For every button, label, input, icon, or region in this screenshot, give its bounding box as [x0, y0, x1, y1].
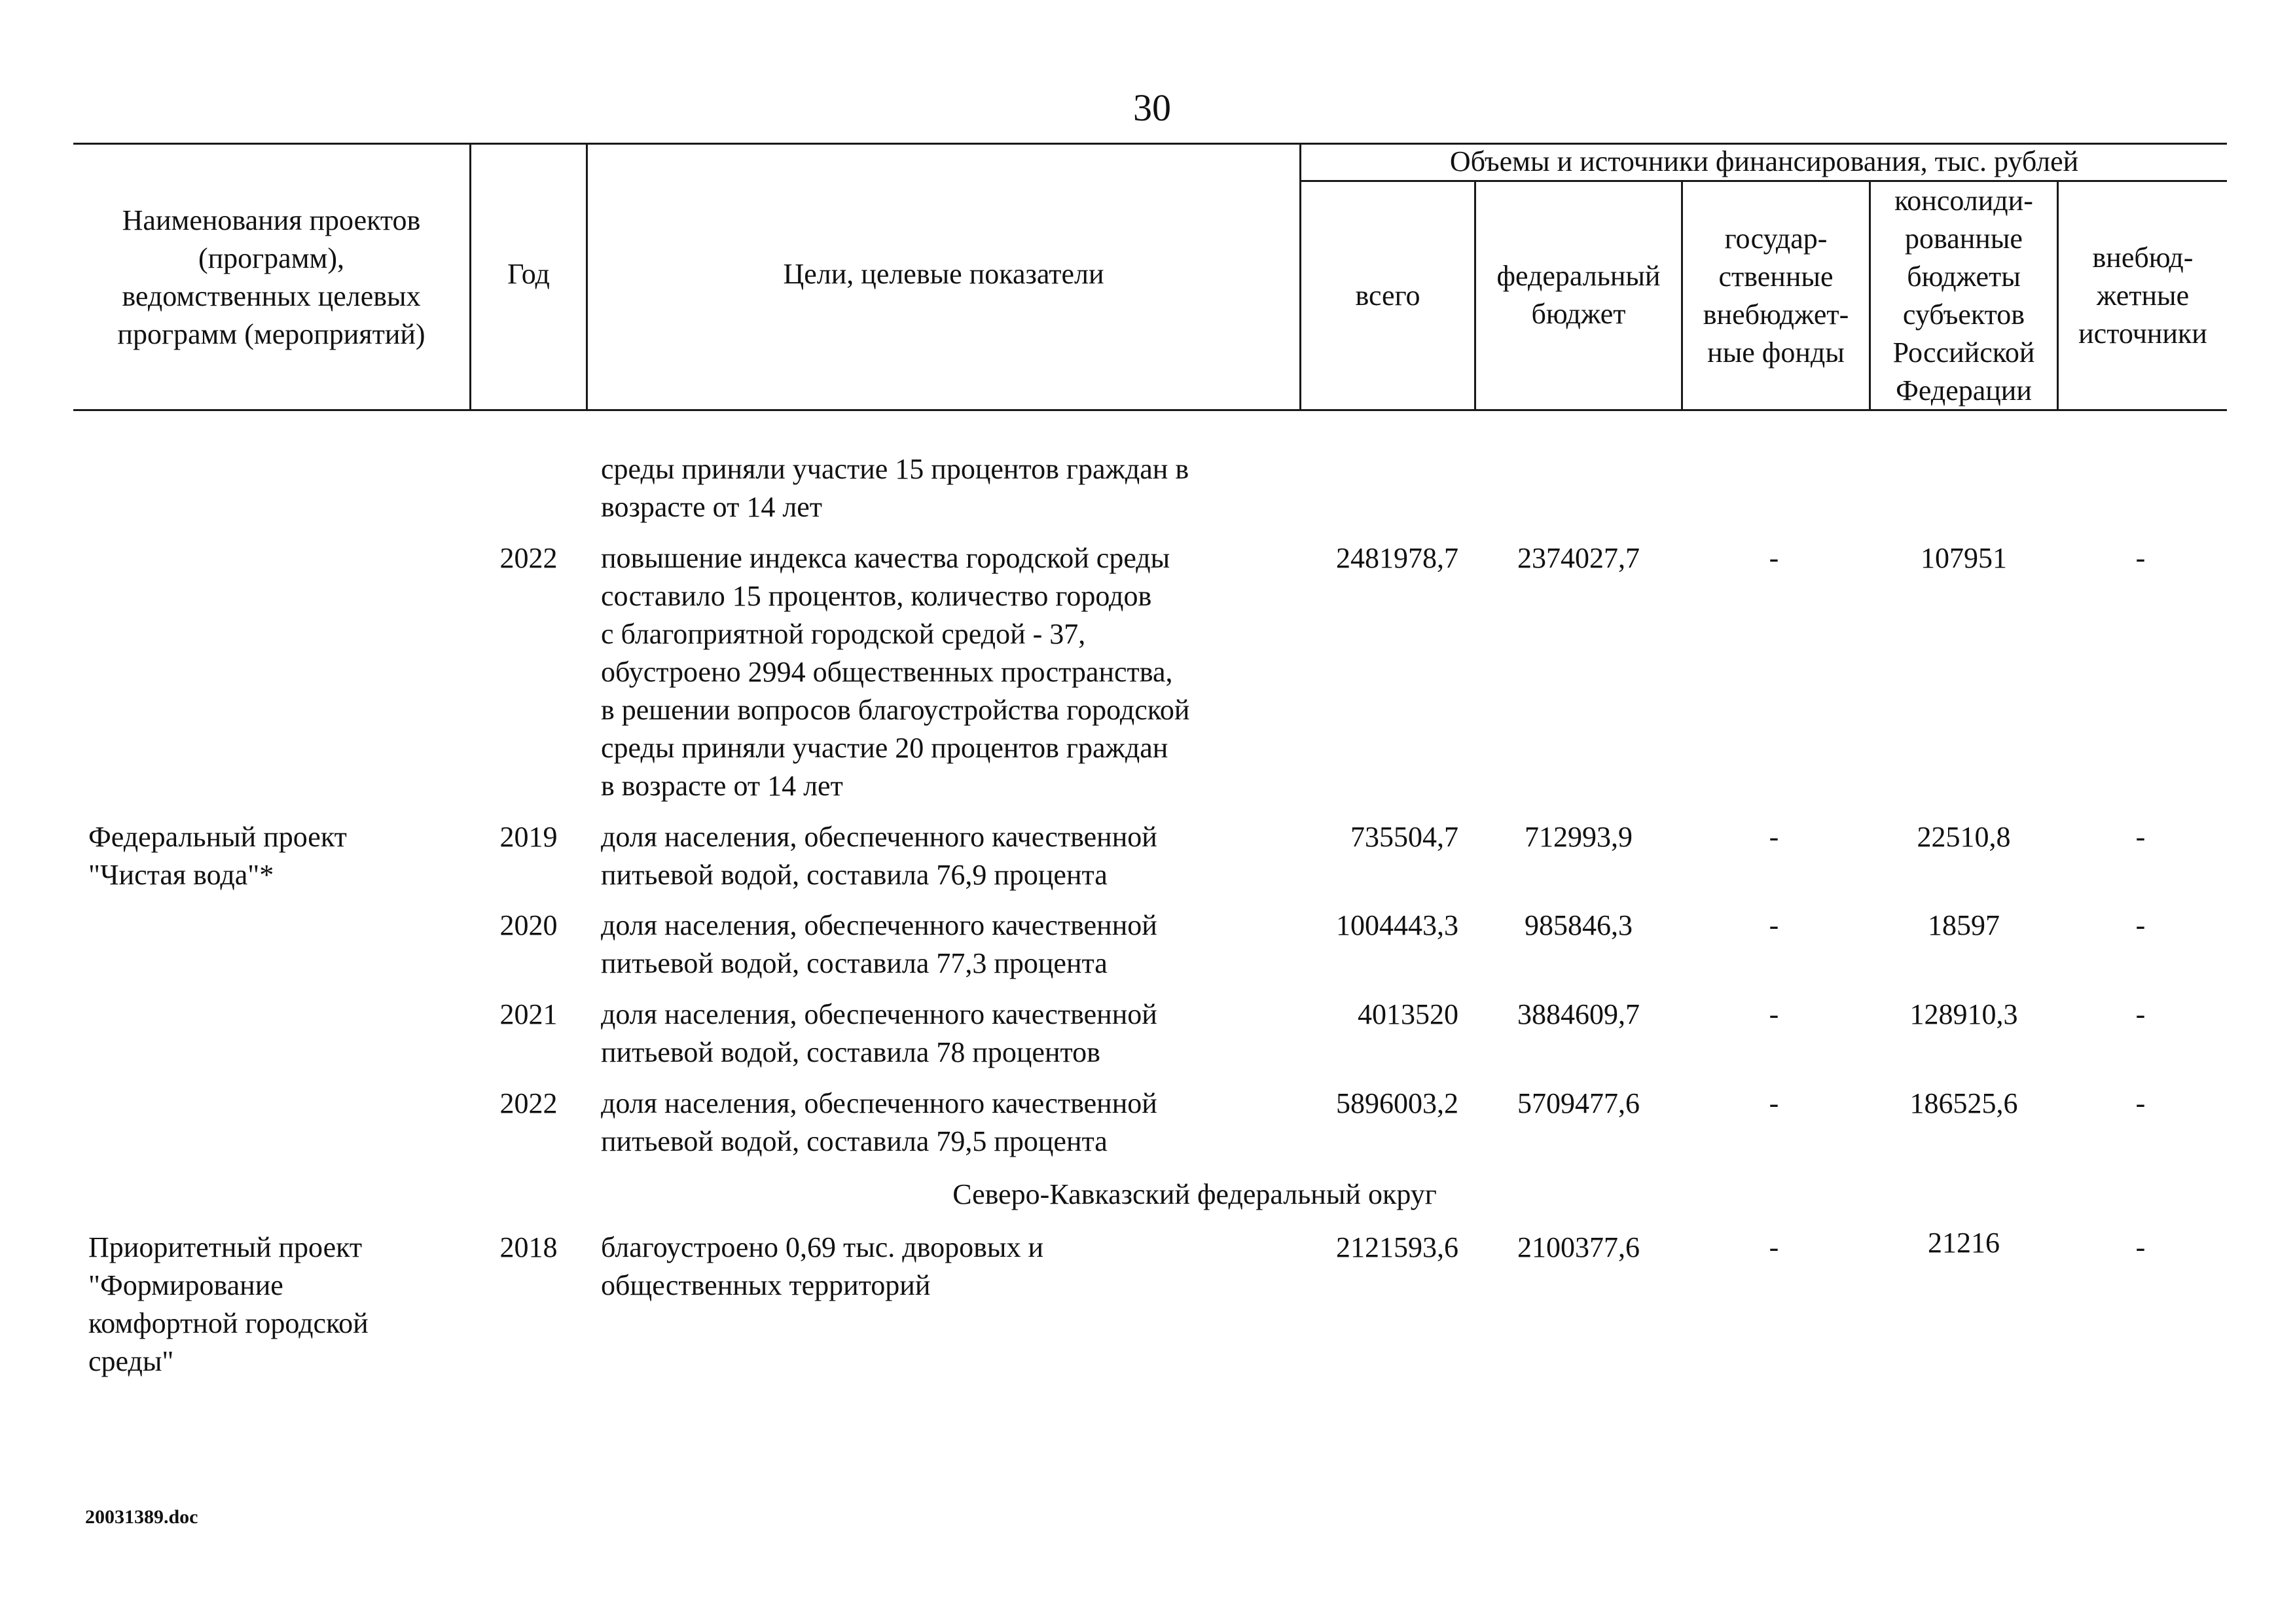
row-year: 2019 — [499, 821, 558, 853]
row-state-funds: - — [1769, 1231, 1779, 1263]
row-goal: среды приняли участие 15 процентов граждан в возрасте от 14 лет — [601, 453, 1189, 523]
row-federal: 2100377,6 — [1517, 1231, 1640, 1263]
row-total: 735504,7 — [1350, 821, 1458, 853]
row-extra: - — [2135, 821, 2146, 853]
row-project-name: Приоритетный проект "Формирование комфортной городской среды" — [88, 1231, 369, 1377]
header-regional-budgets: консолиди- рованные бюджеты субъектов Российской Федерации — [1892, 185, 2035, 406]
row-regional: 186525,6 — [1909, 1087, 2018, 1119]
row-extra: - — [2135, 998, 2146, 1030]
row-federal: 985846,3 — [1525, 909, 1633, 941]
row-goal: повышение индекса качества городской среды составило 15 процентов, количество городов с благоприятной городской средой - 37, обустроено 2994 общественных пространства, в решении вопросов благоустройства городской среды приняли участие 20 процентов граждан в возрасте от 14 лет — [601, 542, 1190, 802]
row-goal: доля населения, обеспеченного качественной питьевой водой, составила 77,3 процента — [601, 909, 1157, 979]
row-total: 2121593,6 — [1336, 1231, 1458, 1263]
row-year: 2020 — [499, 909, 558, 941]
page-number: 30 — [1133, 86, 1171, 129]
row-state-funds: - — [1769, 998, 1779, 1030]
row-year: 2022 — [499, 542, 558, 574]
row-year: 2022 — [499, 1087, 558, 1119]
row-extra: - — [2135, 909, 2146, 941]
row-regional: 128910,3 — [1909, 998, 2018, 1030]
row-total: 5896003,2 — [1336, 1087, 1458, 1119]
header-federal-budget: федеральный бюджет — [1496, 260, 1661, 330]
row-state-funds: - — [1769, 909, 1779, 941]
header-project-name: Наименования проектов (программ), ведомственных целевых программ (мероприятий) — [117, 204, 425, 350]
header-goals: Цели, целевые показатели — [783, 258, 1104, 290]
row-regional: 21216 — [1928, 1227, 2000, 1259]
row-federal: 5709477,6 — [1517, 1087, 1640, 1119]
document-filename: 20031389.doc — [85, 1506, 198, 1528]
row-federal: 2374027,7 — [1517, 542, 1640, 574]
row-federal: 712993,9 — [1525, 821, 1633, 853]
row-project-name: Федеральный проект "Чистая вода"* — [88, 821, 347, 891]
header-financing-group: Объемы и источники финансирования, тыс. рублей — [1449, 145, 2079, 177]
row-total: 2481978,7 — [1336, 542, 1458, 574]
row-state-funds: - — [1769, 1087, 1779, 1119]
row-extra: - — [2135, 1231, 2146, 1263]
row-total: 4013520 — [1358, 998, 1458, 1030]
row-regional: 107951 — [1921, 542, 2007, 574]
row-state-funds: - — [1769, 542, 1779, 574]
section-title: Северо-Кавказский федеральный округ — [952, 1178, 1437, 1210]
header-year: Год — [507, 258, 550, 290]
row-goal: доля населения, обеспеченного качественной питьевой водой, составила 79,5 процента — [601, 1087, 1157, 1157]
row-year: 2021 — [499, 998, 558, 1030]
header-state-funds: государ- ственные внебюджет- ные фонды — [1703, 223, 1849, 369]
row-total: 1004443,3 — [1336, 909, 1458, 941]
row-year: 2018 — [499, 1231, 558, 1263]
row-goal: доля населения, обеспеченного качественной питьевой водой, составила 78 процентов — [601, 998, 1157, 1068]
row-extra: - — [2135, 542, 2146, 574]
row-regional: 22510,8 — [1917, 821, 2011, 853]
row-goal: благоустроено 0,69 тыс. дворовых и общественных территорий — [601, 1231, 1044, 1301]
row-goal: доля населения, обеспеченного качественной питьевой водой, составила 76,9 процента — [601, 821, 1157, 891]
header-extra-budgetary: внебюд- жетные источники — [2078, 242, 2207, 350]
header-total: всего — [1355, 280, 1420, 312]
row-extra: - — [2135, 1087, 2146, 1119]
row-regional: 18597 — [1928, 909, 2000, 941]
row-federal: 3884609,7 — [1517, 998, 1640, 1030]
row-state-funds: - — [1769, 821, 1779, 853]
